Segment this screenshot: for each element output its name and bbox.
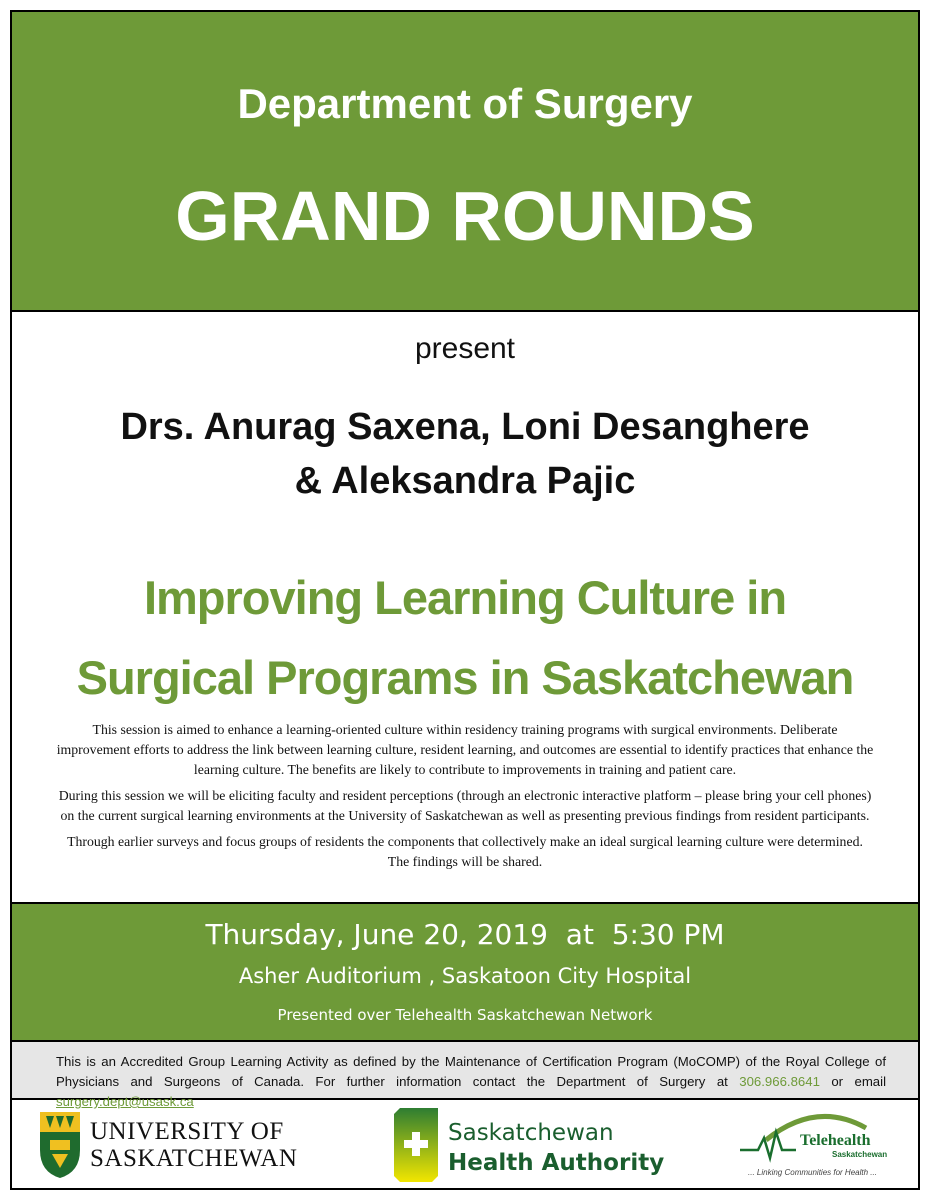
usask-line-1: UNIVERSITY OF: [90, 1118, 284, 1145]
event-venue: Asher Auditorium , Saskatoon City Hospital: [238, 964, 692, 988]
event-banner: [12, 902, 918, 1040]
sha-wordmark: [448, 1118, 664, 1178]
talk-title: [12, 558, 918, 718]
description-paragraph-2: During this session we will be eliciting faculty and resident perceptions (through an electronic interactive platform – please bring your cell phones) on the current surgical learning environments at the University of Saskatchewan as well as presenting previous findings from resident participants.: [58, 788, 872, 823]
contact-email-link[interactable]: surgery.dept@usask.ca: [56, 1094, 194, 1109]
sha-line-1: Saskatchewan: [448, 1120, 614, 1146]
accreditation-or-email: or email: [831, 1074, 886, 1089]
speakers-line-2: & Aleksandra Pajic: [294, 460, 636, 502]
usask-logo: [38, 1108, 338, 1184]
sponsor-logos: [12, 1104, 918, 1188]
usask-line-2: SASKATCHEWAN: [90, 1145, 298, 1172]
event-datetime: Thursday, June 20, 2019 at 5:30 PM: [205, 918, 725, 951]
department-title: Department of Surgery: [237, 80, 693, 127]
series-title: GRAND ROUNDS: [175, 177, 755, 255]
telehealth-sub: Saskatchewan: [832, 1150, 888, 1159]
usask-wordmark: [90, 1118, 297, 1172]
accreditation-text: This is an Accredited Group Learning Activity as defined by the Maintenance of Certification Program (MoCOMP) of the Royal College of Physicians and Surgeons of Canada. For further information contact the Department of Surgery at: [56, 1054, 886, 1089]
description: [56, 720, 874, 878]
speakers-line-1: Drs. Anurag Saxena, Loni Desanghere: [120, 406, 810, 448]
description-paragraph-1: This session is aimed to enhance a learning-oriented culture within residency training programs with surgical environments. Deliberate improvement efforts to address the link between learning culture, resident learning, and outcomes are essential to identify practices that enhance the learning culture. The benefits are likely to contribute to improvements in training and patient care.: [56, 722, 874, 777]
poster: [10, 10, 920, 1190]
contact-phone: 306.966.8641: [739, 1074, 820, 1089]
event-broadcast: Presented over Telehealth Saskatchewan Network: [277, 1006, 653, 1024]
speakers: [12, 400, 918, 508]
header-banner: [12, 12, 918, 312]
accreditation-note: [12, 1040, 918, 1109]
talk-title-line-1: Improving Learning Culture in: [143, 571, 787, 624]
usask-crest-icon: [38, 1110, 82, 1180]
sha-logo: [392, 1106, 692, 1186]
talk-title-line-2: Surgical Programs in Saskatchewan: [76, 651, 854, 704]
telehealth-name: Telehealth: [800, 1132, 871, 1149]
sha-line-2: Health Authority: [448, 1150, 665, 1176]
telehealth-logo: [736, 1110, 906, 1186]
description-paragraph-3: Through earlier surveys and focus groups of residents the components that collectively make an ideal surgical learning culture were determined. The findings will be shared.: [67, 834, 863, 869]
intro-text: present: [414, 332, 516, 365]
sha-cross-icon: [392, 1106, 440, 1184]
telehealth-tagline: ... Linking Communities for Health ...: [748, 1168, 877, 1177]
